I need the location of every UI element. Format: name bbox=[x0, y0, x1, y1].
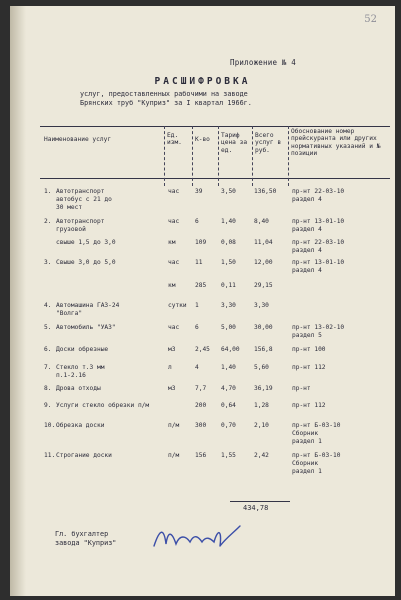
total-rule bbox=[230, 501, 290, 502]
cell-tariff: 5,00 bbox=[221, 324, 236, 331]
cell-unit: п/м bbox=[168, 452, 180, 459]
cell-sum: 30,00 bbox=[254, 324, 273, 331]
cell-basis: пр-нт 13-01-10 раздел 4 bbox=[292, 259, 345, 274]
cell-qty: 300 bbox=[195, 422, 207, 429]
cell-name: Автомобиль "УАЗ" bbox=[56, 324, 116, 331]
cell-unit: п/м bbox=[168, 422, 180, 429]
cell-n: 10. bbox=[44, 422, 56, 429]
subtitle-line: Брянских труб "Куприз" за I квартал 1966г. bbox=[80, 99, 252, 107]
table-row bbox=[40, 302, 390, 326]
document-subtitle bbox=[80, 90, 370, 108]
cell-name: Автотранспорт грузовой bbox=[56, 218, 105, 233]
cell-basis: пр-нт 13-01-10 раздел 4 bbox=[292, 218, 345, 233]
cell-sum: 8,40 bbox=[254, 218, 269, 225]
cell-unit: сутки bbox=[168, 302, 187, 309]
cell-sum: 136,50 bbox=[254, 188, 277, 195]
cell-sum: 2,10 bbox=[254, 422, 269, 429]
table-row bbox=[40, 188, 390, 212]
column-divider bbox=[218, 126, 219, 186]
cell-sum: 1,28 bbox=[254, 402, 269, 409]
cell-tariff: 0,70 bbox=[221, 422, 236, 429]
cell-sum: 156,8 bbox=[254, 346, 273, 353]
cell-name: Автомашина ГАЗ-24 "Волга" bbox=[56, 302, 120, 317]
column-divider bbox=[164, 126, 165, 186]
cell-qty: 285 bbox=[195, 282, 207, 289]
cell-name: Услуги стекло обрезки п/м bbox=[56, 402, 150, 409]
cell-sum: 29,15 bbox=[254, 282, 273, 289]
cell-unit: км bbox=[168, 282, 176, 289]
table-row bbox=[40, 324, 390, 348]
signature-org: завода "Куприз" bbox=[55, 538, 117, 547]
document-page bbox=[10, 6, 395, 596]
cell-qty: 7,7 bbox=[195, 385, 207, 392]
cell-name: Дрова отходы bbox=[56, 385, 101, 392]
cell-basis: пр-нт bbox=[292, 385, 311, 392]
cell-unit: час bbox=[168, 218, 180, 225]
cell-tariff: 3,30 bbox=[221, 302, 236, 309]
header-tariff: Тариф цена за ед. bbox=[221, 132, 248, 154]
cell-tariff: 0,08 bbox=[221, 239, 236, 246]
table-header-rule bbox=[40, 178, 390, 179]
cell-n: 7. bbox=[44, 364, 52, 371]
handwritten-signature bbox=[150, 520, 246, 556]
cell-name: Строгание доски bbox=[56, 452, 112, 459]
cell-tariff: 0,64 bbox=[221, 402, 236, 409]
cell-qty: 109 bbox=[195, 239, 207, 246]
cell-sum: 3,30 bbox=[254, 302, 269, 309]
cell-tariff: 1,40 bbox=[221, 218, 236, 225]
subtitle-line: услуг, предоставленных рабочими на заводе bbox=[80, 90, 248, 98]
cell-tariff: 1,55 bbox=[221, 452, 236, 459]
cell-qty: 6 bbox=[195, 324, 199, 331]
header-qty: К-во bbox=[195, 136, 210, 143]
cell-qty: 156 bbox=[195, 452, 207, 459]
cell-unit: л bbox=[168, 364, 172, 371]
cell-basis: пр-нт 22-03-10 раздел 4 bbox=[292, 188, 345, 203]
cell-qty: 6 bbox=[195, 218, 199, 225]
cell-basis: пр-нт 22-03-10 раздел 4 bbox=[292, 239, 345, 254]
column-divider bbox=[252, 126, 253, 186]
cell-name: Доски обрезные bbox=[56, 346, 109, 353]
cell-n: 5. bbox=[44, 324, 52, 331]
cell-unit: час bbox=[168, 188, 180, 195]
cell-qty: 200 bbox=[195, 402, 207, 409]
column-divider bbox=[288, 126, 289, 186]
cell-n: 1. bbox=[44, 188, 52, 195]
cell-n: 9. bbox=[44, 402, 52, 409]
signature-block bbox=[55, 530, 116, 547]
cell-name: Свыше 3,0 до 5,0 bbox=[56, 259, 116, 266]
cell-sum: 2,42 bbox=[254, 452, 269, 459]
cell-n: 6. bbox=[44, 346, 52, 353]
cell-n: 4. bbox=[44, 302, 52, 309]
cell-name: Обрезка доски bbox=[56, 422, 105, 429]
cell-n: 8. bbox=[44, 385, 52, 392]
cell-basis: пр-нт 112 bbox=[292, 402, 326, 409]
cell-tariff: 4,70 bbox=[221, 385, 236, 392]
cell-unit: м3 bbox=[168, 385, 176, 392]
header-sum: Всего услуг в руб. bbox=[255, 132, 282, 154]
table-row bbox=[40, 422, 390, 446]
column-divider bbox=[192, 126, 193, 186]
page-number-mark: 52 bbox=[364, 14, 377, 25]
cell-qty: 1 bbox=[195, 302, 199, 309]
cell-tariff: 1,40 bbox=[221, 364, 236, 371]
table-row bbox=[40, 452, 390, 476]
header-basis: Обоснование номер прейскуранта или других нормативных указаний и № позиции bbox=[291, 128, 381, 158]
cell-qty: 39 bbox=[195, 188, 203, 195]
cell-qty: 4 bbox=[195, 364, 199, 371]
cell-basis: пр-нт Б-03-10 Сборник раздел 1 bbox=[292, 422, 341, 445]
header-name: Наименование услуг bbox=[44, 136, 112, 143]
cell-basis: пр-нт 112 bbox=[292, 364, 326, 371]
cell-n: 11. bbox=[44, 452, 56, 459]
appendix-label: Приложение № 4 bbox=[230, 58, 297, 67]
cell-name: свыше 1,5 до 3,0 bbox=[56, 239, 116, 246]
cell-basis: пр-нт 13-02-10 раздел 5 bbox=[292, 324, 345, 339]
cell-name: Автотранспорт автобус с 21 до 30 мест bbox=[56, 188, 112, 211]
header-unit: Ед. изм. bbox=[167, 132, 182, 147]
cell-sum: 36,19 bbox=[254, 385, 273, 392]
table-top-rule bbox=[40, 126, 390, 127]
cell-sum: 12,00 bbox=[254, 259, 273, 266]
cell-qty: 2,45 bbox=[195, 346, 210, 353]
cell-basis: пр-нт 100 bbox=[292, 346, 326, 353]
cell-name: Стекло т.3 мм п.1-2.16 bbox=[56, 364, 105, 379]
cell-sum: 11,04 bbox=[254, 239, 273, 246]
cell-n: 3. bbox=[44, 259, 52, 266]
cell-qty: 11 bbox=[195, 259, 203, 266]
document-title: РАСШИФРОВКА bbox=[154, 76, 251, 87]
cell-unit: час bbox=[168, 259, 180, 266]
signature-title: Гл. бухгалтер bbox=[55, 530, 109, 538]
cell-unit: м3 bbox=[168, 346, 176, 353]
cell-unit: час bbox=[168, 324, 180, 331]
cell-unit: км bbox=[168, 239, 176, 246]
cell-n: 2. bbox=[44, 218, 52, 225]
cell-tariff: 0,11 bbox=[221, 282, 236, 289]
cell-basis: пр-нт Б-03-10 Сборник раздел 1 bbox=[292, 452, 341, 475]
total-sum: 434,78 bbox=[243, 504, 269, 512]
cell-tariff: 1,50 bbox=[221, 259, 236, 266]
cell-tariff: 3,50 bbox=[221, 188, 236, 195]
table-row bbox=[40, 259, 390, 283]
cell-tariff: 64,00 bbox=[221, 346, 240, 353]
cell-sum: 5,60 bbox=[254, 364, 269, 371]
